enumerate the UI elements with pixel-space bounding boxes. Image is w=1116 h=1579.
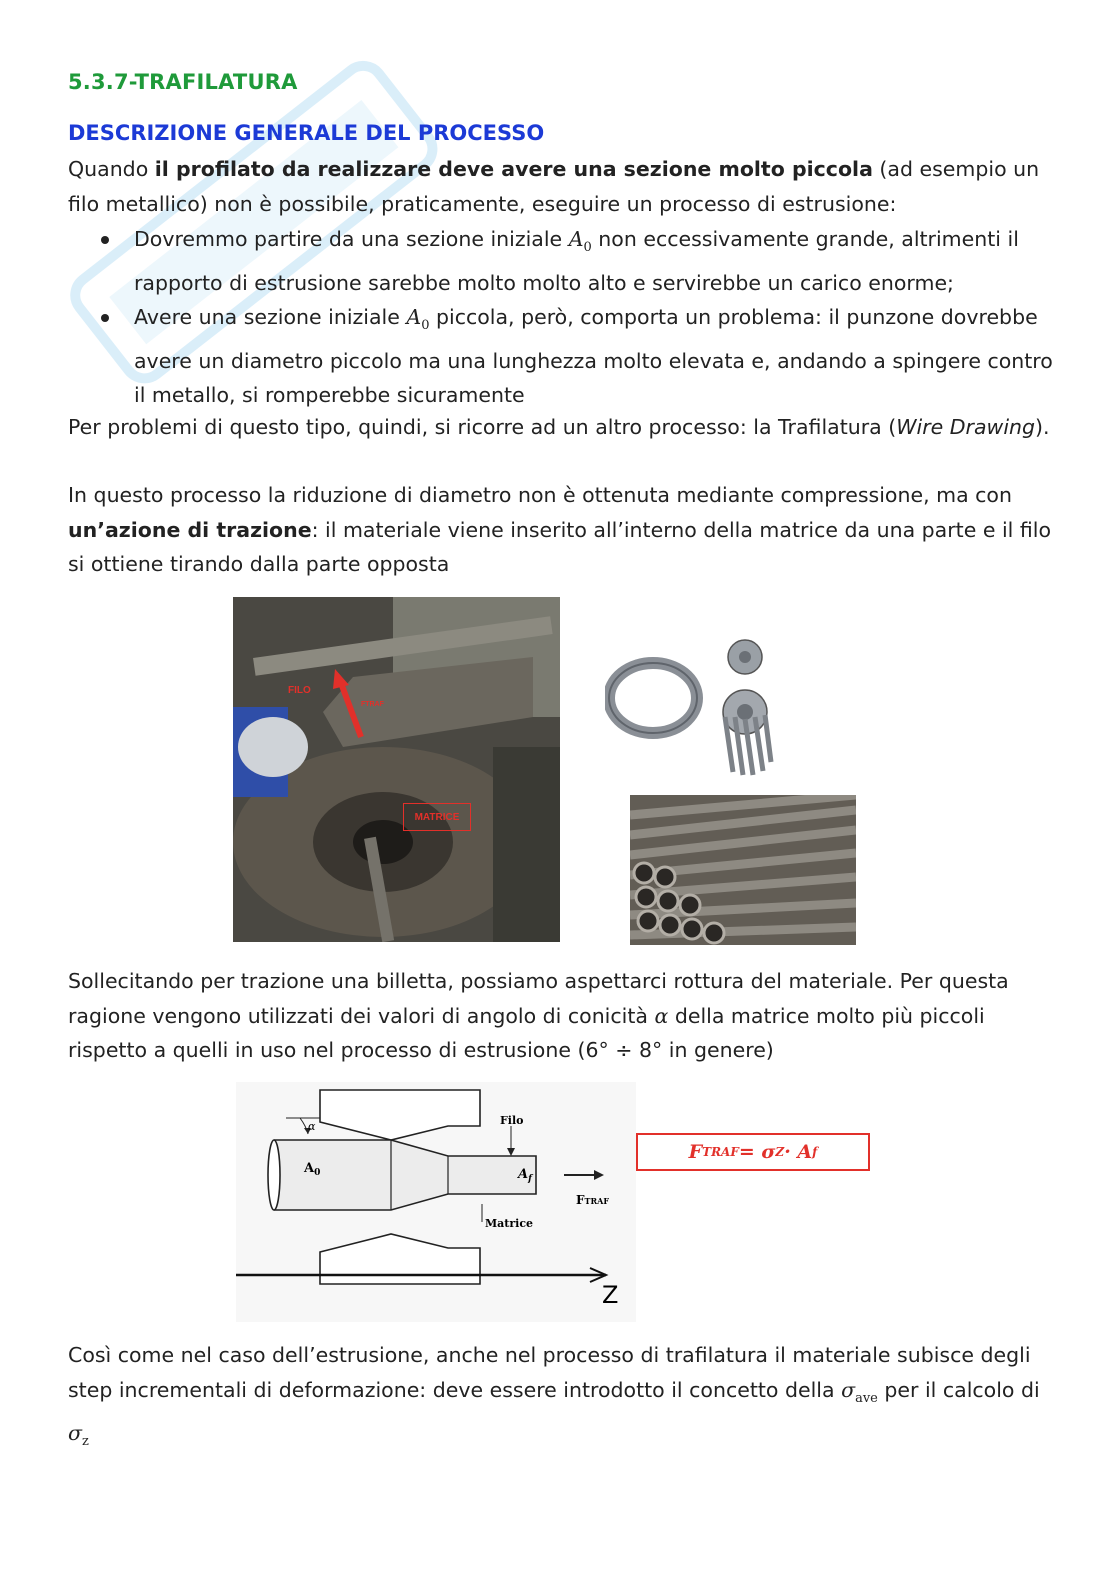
tubes-illustration [630, 795, 856, 945]
diagram-a0-label: $A_0$ [304, 1161, 321, 1178]
bullet-item: Avere una sezione iniziale $A_0$ piccola, però, comporta un problema: il punzone dovrebbe avere un diametro piccolo ma una lunghezza molto elevata e, andando a spingere contro il metallo, si romperebbe sicuramente [98, 300, 1058, 413]
machine-illustration [233, 597, 560, 942]
diagram-matrice-label: Matrice [485, 1217, 534, 1230]
steel-tubes-photo [630, 795, 856, 945]
section-title: 5.3.7-TRAFILATURA [68, 70, 298, 94]
diagram-z-axis-label: Z [602, 1281, 619, 1309]
traction-paragraph: In questo processo la riduzione di diametro non è ottenuta mediante compressione, ma con un’azione di trazione: il materiale viene inserito all’interno della matrice da una parte e il filo si ottiene tirando dalla parte opposta [68, 483, 1052, 576]
section-subtitle: DESCRIZIONE GENERALE DEL PROCESSO [68, 121, 545, 145]
intro-paragraph: Quando il profilato da realizzare deve avere una sezione molto piccola (ad esempio un filo metallico) non è possibile, praticamente, eseguire un processo di estrusione: [68, 157, 1040, 216]
diagram-af-label: $A_f$ [518, 1167, 532, 1184]
ftraf-label: FTRAF [361, 701, 384, 708]
bullet-list [98, 222, 1058, 413]
wire-drawing-paragraph: Per problemi di questo tipo, quindi, si ricorre ad un altro processo: la Trafilatura (Wire Drawing). [68, 415, 1050, 439]
diagram-filo-label: Filo [500, 1114, 524, 1127]
matrice-label: MATRICE [403, 803, 471, 831]
angle-paragraph: Sollecitando per trazione una billetta, possiamo aspettarci rottura del materiale. Per questa ragione vengono utilizzati dei valori di angolo di conicità α della matrice molto più piccoli rispetto a quelli in uso nel processo di estrusione (6° ÷ 8° in genere) [68, 969, 1009, 1062]
wire-coil-image [605, 640, 705, 740]
steel-cable-image [713, 637, 783, 777]
diagram-ftraf-label: FTRAF [576, 1193, 610, 1207]
filo-label: FILO [288, 685, 311, 696]
diagram-alpha: α [308, 1120, 316, 1133]
sigma-ave-paragraph: Così come nel caso dell’estrusione, anche nel processo di trafilatura il materiale subisce degli step incrementali di deformazione: deve essere introdotto il concetto della $\sigma_{ave}$ per il calcolo di $\sigma_z$ [68, 1343, 1040, 1450]
bullet-item: Dovremmo partire da una sezione iniziale $A_0$ non eccessivamente grande, altrimenti il rapporto di estrusione sarebbe molto molto alto e servirebbe un carico enorme; [98, 222, 1058, 300]
drawing-process-diagram [236, 1082, 636, 1322]
traction-force-formula: F TRAF = σ Z · A f [636, 1133, 870, 1171]
drawing-machine-photo [233, 597, 560, 942]
